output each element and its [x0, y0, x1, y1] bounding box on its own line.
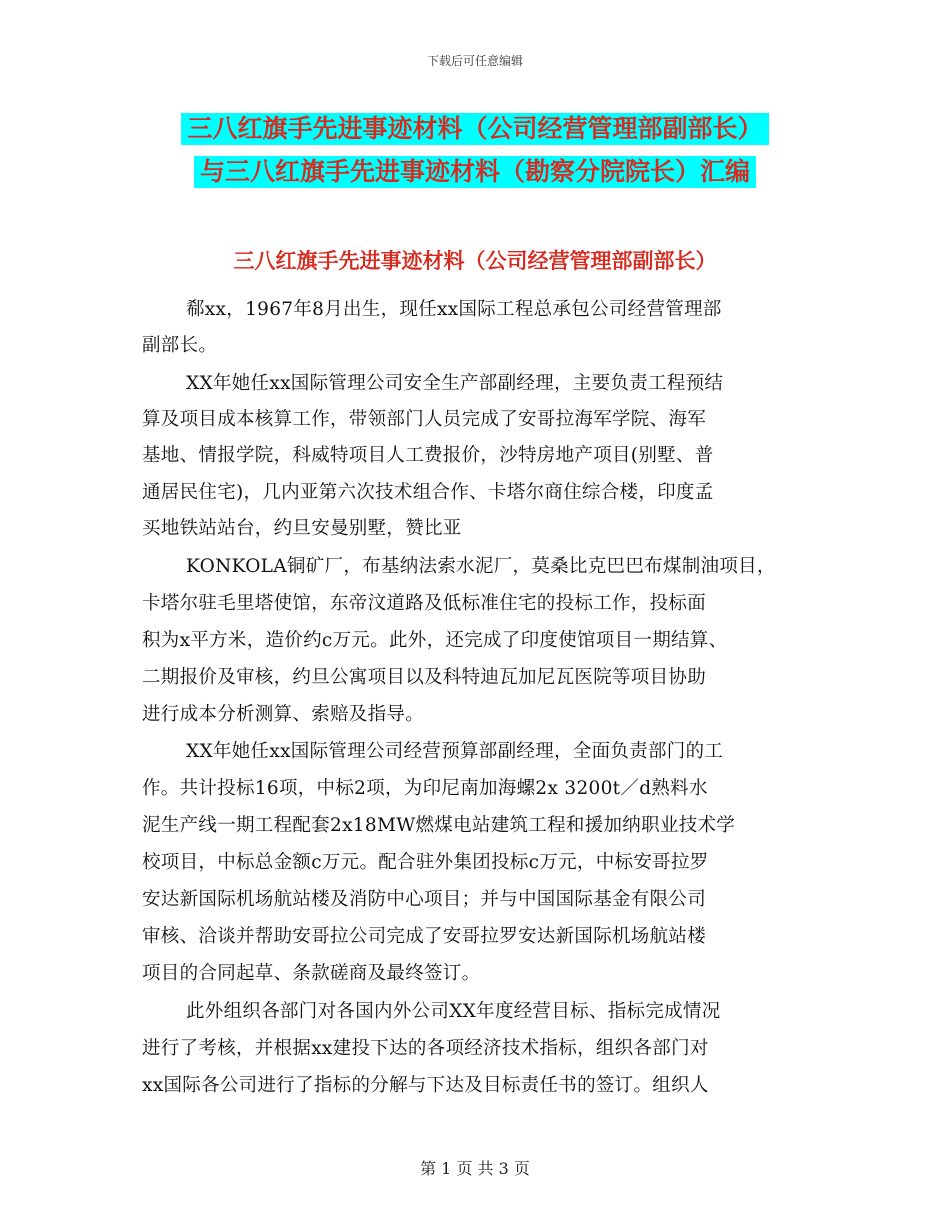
body-line: 买地铁站站台，约旦安曼别墅，赞比亚 — [142, 518, 462, 539]
body-line: 卡塔尔驻毛里塔使馆，东帝汶道路及低标准住宅的投标工作，投标面 — [142, 593, 707, 614]
body-line: XX年她任xx国际管理公司安全生产部副经理，主要负责工程预结 — [186, 373, 724, 394]
section-title: 三八红旗手先进事迹材料（公司经营管理部副部长） — [233, 249, 717, 273]
body-line: 算及项目成本核算工作，带领部门人员完成了安哥拉海军学院、海军 — [142, 409, 707, 430]
body-line: 进行了考核，并根据xx建投下达的各项经济技术指标，组织各部门对 — [142, 1038, 709, 1059]
body-line: 安达新国际机场航站楼及消防中心项目；并与中国国际基金有限公司 — [142, 889, 707, 910]
body-line: 泥生产线一期工程配套2x18MW燃煤电站建筑工程和援加纳职业技术学 — [142, 815, 736, 836]
body-line: 审核、洽谈并帮助安哥拉公司完成了安哥拉罗安达新国际机场航站楼 — [142, 926, 707, 947]
body-line: 基地、情报学院，科威特项目人工费报价，沙特房地产项目(别墅、普 — [142, 445, 714, 466]
body-line: XX年她任xx国际管理公司经营预算部副经理，全面负责部门的工 — [186, 741, 724, 762]
page-footer: 第 1 页 共 3 页 — [420, 1159, 530, 1178]
document-title-line-2 — [0, 156, 950, 188]
document-title-line-1 — [0, 113, 950, 145]
header-note: 下载后可任意编辑 — [426, 54, 523, 68]
body-line: 校项目，中标总金额c万元。配合驻外集团投标c万元，中标安哥拉罗 — [142, 852, 709, 873]
document-title-text-1: 三八红旗手先进事迹材料（公司经营管理部副部长） — [181, 113, 768, 145]
body-line: xx国际各公司进行了指标的分解与下达及目标责任书的签订。组织人 — [142, 1075, 709, 1096]
body-line: 作。共计投标16项，中标2项，为印尼南加海螺2x 3200t／d熟料水 — [142, 778, 708, 799]
body-line: 二期报价及审核，约旦公寓项目以及科特迪瓦加尼瓦医院等项目协助 — [142, 667, 707, 688]
document-title-text-2: 与三八红旗手先进事迹材料（勘察分院院长）汇编 — [194, 156, 756, 188]
body-line: 通居民住宅)，几内亚第六次技术组合作、卡塔尔商住综合楼，印度孟 — [142, 482, 714, 503]
body-line: 项目的合同起草、条款磋商及最终签订。 — [142, 963, 481, 984]
body-line: 积为x平方米，造价约c万元。此外，还完成了印度使馆项目一期结算、 — [142, 630, 728, 651]
body-line: 此外组织各部门对各国内外公司XX年度经营目标、指标完成情况 — [186, 1001, 721, 1022]
body-line: 郗xx，1967年8月出生，现任xx国际工程总承包公司经营管理部 — [186, 299, 722, 320]
body-line: KONKOLA铜矿厂，布基纳法索水泥厂，莫桑比克巴巴布煤制油项目， — [186, 556, 776, 577]
body-line: 进行成本分析测算、索赔及指导。 — [142, 704, 425, 725]
body-line: 副部长。 — [142, 335, 218, 356]
